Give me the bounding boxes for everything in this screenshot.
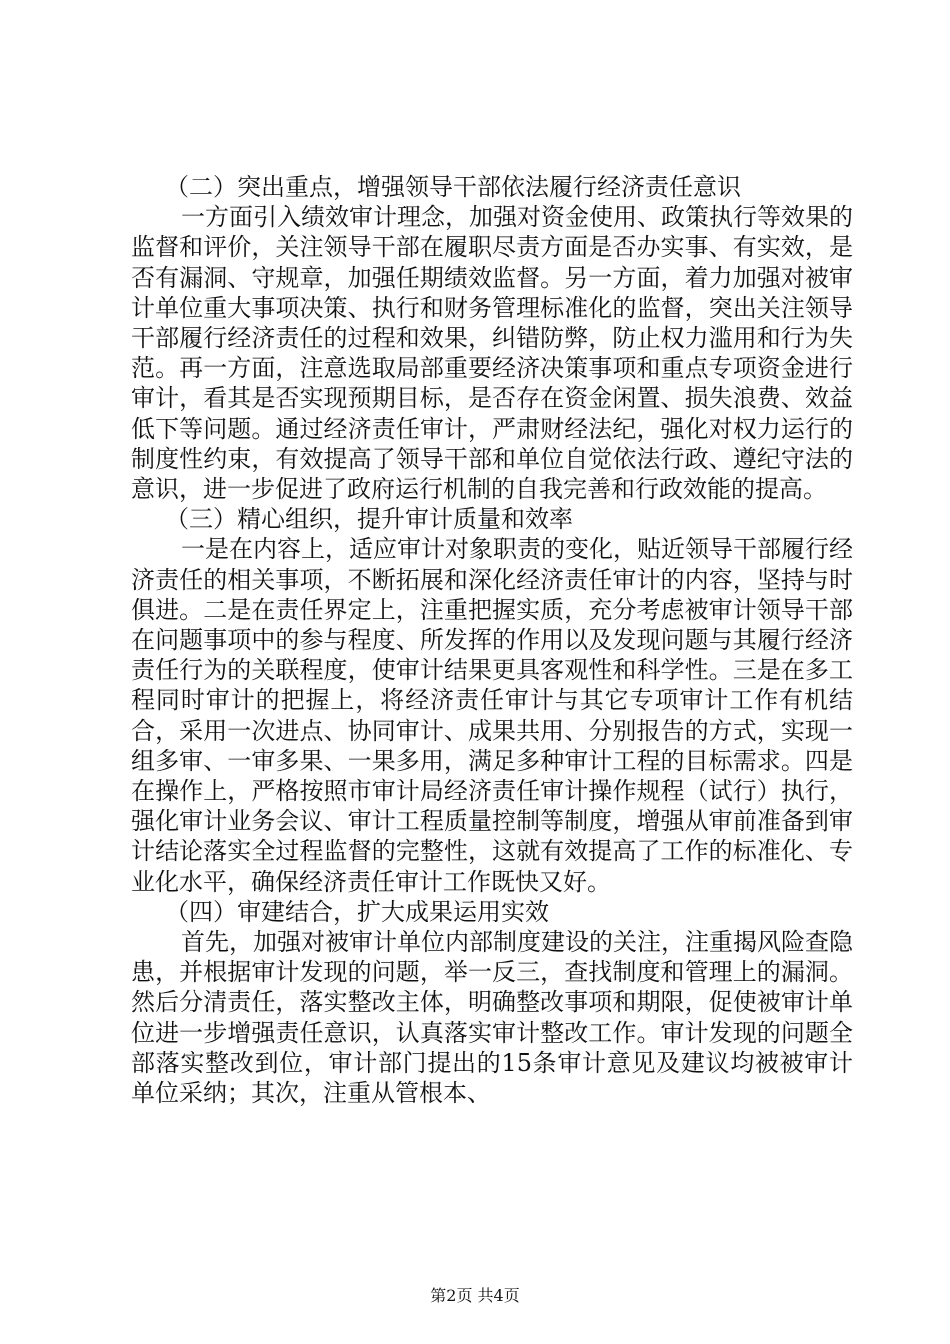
section-paragraph: 一方面引入绩效审计理念，加强对资金使用、政策执行等效果的监督和评价，关注领导干部在履职尽责方面是否办实事、有实效，是否有漏洞、守规章，加强任期绩效监督。另一方面，着力加强对被审计单位重大事项决策、执行和财务管理标准化的监督，突出关注领导干部履行经济责任的过程和效果，纠错防弊，防止权力滥用和行为失范。再一方面，注意选取局部重要经济决策事项和重点专项资金进行审计，看其是否实现预期目标，是否存在资金闲置、损失浪费、效益低下等问题。通过经济责任审计，严肃财经法纪，强化对权力运行的制度性约束，有效提高了领导干部和单位自觉依法行政、遵纪守法的意识，进一步促进了政府运行机制的自我完善和行政效能的提高。 [131,203,853,504]
page-footer: 第2页 共4页 [430,1286,520,1305]
section-paragraph: 一是在内容上，适应审计对象职责的变化，贴近领导干部履行经济责任的相关事项，不断拓展和深化经济责任审计的内容，坚持与时俱进。二是在责任界定上，注重把握实质，充分考虑被审计领导干部在问题事项中的参与程度、所发挥的作用以及发现问题与其履行经济责任行为的关联程度，使审计结果更具客观性和科学性。三是在多工程同时审计的把握上，将经济责任审计与其它专项审计工作有机结合，采用一次进点、协同审计、成果共用、分别报告的方式，实现一组多审、一审多果、一果多用，满足多种审计工程的目标需求。四是在操作上，严格按照市审计局经济责任审计操作规程（试行）执行，强化审计业务会议、审计工程质量控制等制度，增强从审前准备到审计结论落实全过程监督的完整性，这就有效提高了工作的标准化、专业化水平，确保经济责任审计工作既快又好。 [131,535,853,896]
document-body [131,172,853,1108]
section-heading: （二）突出重点，增强领导干部依法履行经济责任意识 [165,173,741,201]
section-heading: （四）审建结合，扩大成果运用实效 [165,897,549,926]
section-heading: （三）精心组织，提升审计质量和效率 [165,505,573,534]
section-paragraph: 首先，加强对被审计单位内部制度建设的关注，注重揭风险查隐患，并根据审计发现的问题，举一反三，查找制度和管理上的漏洞。然后分清责任，落实整改主体，明确整改事项和期限，促使被审计单位进一步增强责任意识，认真落实审计整改工作。审计发现的问题全部落实整改到位，审计部门提出的15条审计意见及建议均被被审计单位采纳；其次，注重从管根本、 [131,928,853,1108]
